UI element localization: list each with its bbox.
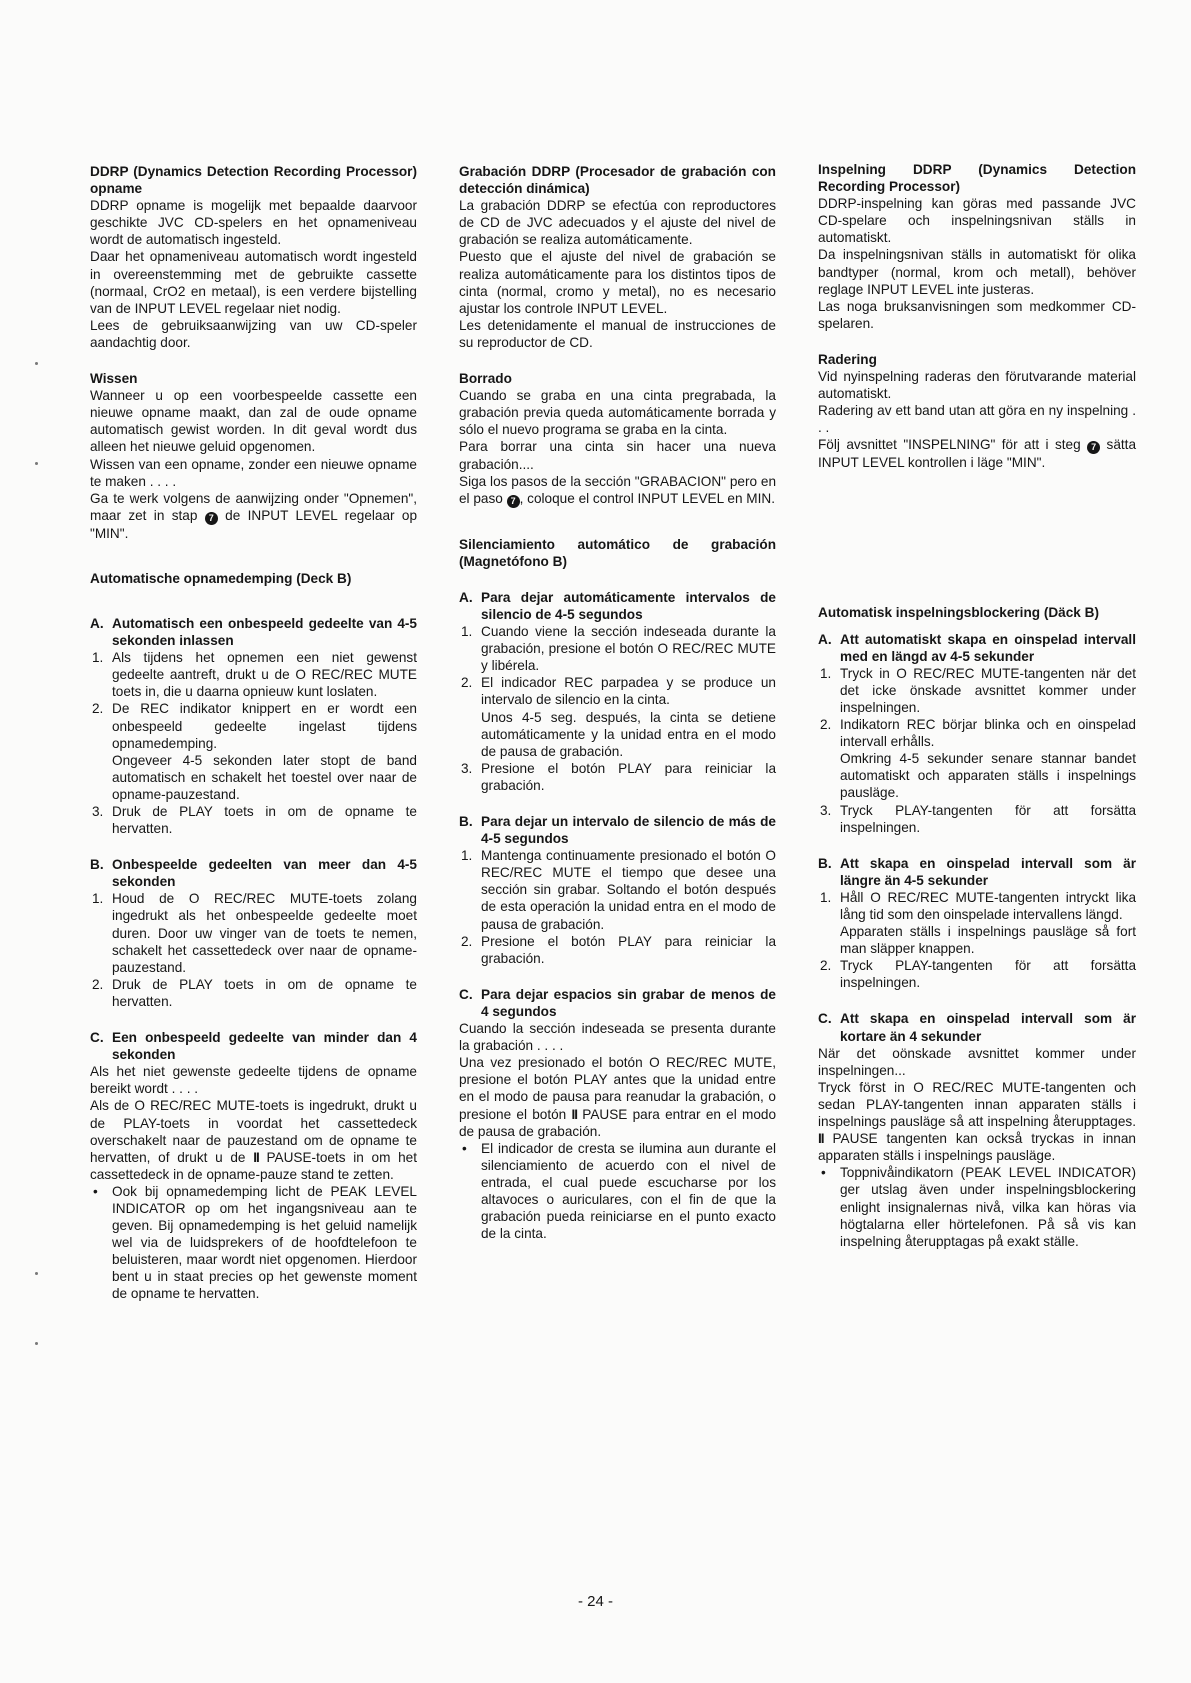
- ddrp-paragraph: La grabación DDRP se efectúa con reproductores de CD de JVC adecuados y el ajuste del nivel de grabación se realiza automáticamente.: [459, 198, 776, 248]
- ddrp-paragraph: Les detenidamente el manual de instrucciones de su reproductor de CD.: [459, 317, 776, 350]
- scan-mark: [35, 362, 38, 365]
- paragraph: Tryck först in O REC/REC MUTE-tangenten och sedan PLAY-tangenten innan apparaten ställs i inspelnings pausläge så att inspelning återupptages. II PAUSE tangenten kan också tryckas in innan apparaten ställs i inspelnings pausläge.: [818, 1079, 1136, 1164]
- list-item: 1. Mantenga continuamente presionado el botón O REC/REC MUTE el tiempo que desee una sección sin grabar. Soltando el botón después de esta operación la unidad entra en el modo de pausa de grabación.: [461, 848, 776, 932]
- list-item: • Ook bij opnamedemping licht de PEAK LEVEL INDICATOR op om het ingangsniveau aan te geven. Bij opnamedemping is het geluid namelijk wel via de luidsprekers of de hoofdtelefoon te beluisteren, maar wordt niet opgenomen. Hierdoor bent u in staat precies op het gewenste moment de opname te hervatten.: [90, 1183, 417, 1303]
- pause-icon: II: [818, 1131, 824, 1147]
- erase-heading: Borrado: [459, 371, 512, 387]
- step-number-icon: 7: [205, 512, 218, 525]
- ddrp-heading: DDRP (Dynamics Detection Recording Processor) opname: [90, 164, 417, 197]
- paragraph: Una vez presionado el botón O REC/REC MUTE, presione el botón PLAY antes que la unidad entre en el modo de pausa para reanudar la grabación, o presione el botón II PAUSE para entrar en el modo de pausa de grabación.: [459, 1055, 777, 1139]
- column-swedish: [818, 161, 1136, 1250]
- subsection-c-heading: C. Para dejar espacios sin grabar de menos de 4 segundos: [459, 986, 776, 1019]
- erase-paragraph: Wanneer u op een voorbespeelde cassette een nieuwe opname maakt, dan zal de oude opname automatisch gewist worden. In dit geval wordt dus alleen het nieuwe geluid opgenomen.: [90, 388, 417, 455]
- list-item: 2. Druk de PLAY toets in om de opname te hervatten.: [92, 976, 417, 1009]
- subsection-b-heading: B. Onbespeelde gedeelten van meer dan 4-5 sekonden: [90, 857, 417, 890]
- auto-mute-heading: Automatisk inspelningsblockering (Däck B): [818, 604, 1099, 620]
- scan-mark: [35, 1272, 38, 1275]
- list-item: 2. El indicador REC parpadea y se produce un intervalo de silencio en la cinta. Unos 4-5 seg. después, la cinta se detiene automáticamente y la unidad entra en el modo de pausa de grabación.: [461, 675, 776, 759]
- scan-mark: [35, 1342, 38, 1345]
- ddrp-paragraph: Puesto que el ajuste del nivel de grabación se realiza automáticamente para los distintos tipos de cinta (normal, cromo y metal), no es necesario ajustar los controle INPUT LEVEL.: [459, 249, 776, 316]
- erase-paragraph: Följ avsnittet "INSPELNING" för att i steg 7 sätta INPUT LEVEL kontrollen i läge "MIN".: [818, 437, 1137, 471]
- erase-paragraph: Wissen van een opname, zonder een nieuwe opname te maken . . . .: [90, 456, 417, 489]
- ddrp-paragraph: Las noga bruksanvisningen som medkommer CD-spelaren.: [818, 298, 1136, 331]
- page-number: - 24 -: [577, 1593, 613, 1610]
- note-list: [818, 1164, 1136, 1249]
- list-item: 1. Als tijdens het opnemen een niet gewenst gedeelte aantreft, drukt u de O REC/REC MUTE toets in, die u daarna opnieuw kunt loslaten.: [92, 650, 417, 700]
- list-item: • Toppnivåindikatorn (PEAK LEVEL INDICATOR) ger utslag även under inspelningsblockering enlight insignalernas nivå, vilka kan höras via högtalarna eller hörtelefonen. På så vis kan inspelning återupptagas på exakt ställe.: [818, 1164, 1136, 1249]
- list-item: 2. De REC indikator knippert en er wordt een onbespeeld gedeelte ingelast tijdens opnamedemping. Ongeveer 4-5 sekonden later stopt de band automatisch en schakelt het toestel over naar de opname-pauzestand.: [92, 701, 417, 802]
- erase-paragraph: Siga los pasos de la sección "GRABACION" pero en el paso 7 , coloque el control INPUT LEVEL en MIN.: [459, 473, 776, 506]
- list-item: 3. Tryck PLAY-tangenten för att forsätta inspelningen.: [820, 802, 1136, 835]
- list-item: 1. Cuando viene la sección indeseada durante la grabación, presione el botón O REC/REC MUTE y libérela.: [461, 624, 776, 674]
- erase-paragraph: Para borrar una cinta sin hacer una nueva grabación....: [459, 439, 776, 472]
- note-list: [459, 1140, 776, 1243]
- steps-list: [459, 847, 776, 967]
- auto-mute-heading: Automatische opnamedemping (Deck B): [90, 570, 352, 586]
- subsection-c-heading: C. Een onbespeeld gedeelte van minder dan 4 sekonden: [90, 1030, 417, 1063]
- list-item: 1. Tryck in O REC/REC MUTE-tangenten när det det icke önskade avsnittet kommer under inspelningen.: [820, 665, 1136, 715]
- paragraph: Cuando la sección indeseada se presenta durante la grabación . . . .: [459, 1021, 776, 1054]
- subsection-b-heading: B. Att skapa en oinspelad intervall som är längre än 4-5 sekunder: [818, 855, 1136, 888]
- list-item: 1. Håll O REC/REC MUTE-tangenten intryckt lika lång tid som den oinspelade intervallens längd. Apparaten ställs i inspelnings pausläge så fort man släpper knappen.: [820, 889, 1136, 957]
- pause-icon: II: [571, 1106, 578, 1122]
- paragraph: Als de O REC/REC MUTE-toets is ingedrukt, drukt u de PLAY-toets in voordat het cassettedeck overschakelt naar de pauzestand om de opname te hervatten, of drukt u de II PAUSE-toets in om het cassettedeck in de opname-pauze stand te zetten.: [90, 1098, 417, 1182]
- ddrp-heading: Inspelning DDRP (Dynamics Detection Recording Processor): [818, 162, 1136, 195]
- subsection-c-heading: C. Att skapa en oinspelad intervall som är kortare än 4 sekunder: [818, 1011, 1136, 1044]
- step-number-icon: 7: [507, 495, 520, 508]
- auto-mute-heading: Silenciamiento automático de grabación (Magnetófono B): [459, 536, 776, 569]
- list-item: • El indicador de cresta se ilumina aun durante el silenciamiento de acuerdo con el nivel de entrada, el cual puede escucharse por los altavoces o auriculares, con el fin de que la grabación pueda reiniciarse en el punto exacto de la cinta.: [459, 1140, 776, 1243]
- ddrp-paragraph: Lees de gebruiksaanwijzing van uw CD-speler aandachtig door.: [90, 317, 417, 350]
- ddrp-paragraph: DDRP-inspelning kan göras med passande JVC CD-spelare och inspelningsnivan ställs in automatiskt.: [818, 196, 1136, 246]
- column-dutch: [90, 163, 417, 1303]
- ddrp-heading: Grabación DDRP (Procesador de grabación con detección dinámica): [459, 164, 776, 197]
- steps-list: [818, 889, 1136, 992]
- erase-paragraph: Ga te werk volgens de aanwijzing onder "Opnemen", maar zet in stap 7 de INPUT LEVEL regelaar op "MIN".: [90, 490, 418, 541]
- step-number-icon: 7: [1087, 441, 1100, 454]
- list-item: 3. Druk de PLAY toets in om de opname te hervatten.: [92, 804, 417, 837]
- subsection-a-heading: A. Att automatiskt skapa en oinspelad intervall med en längd av 4-5 sekunder: [818, 631, 1136, 664]
- steps-list: [459, 623, 776, 794]
- note-list: [90, 1183, 417, 1303]
- erase-heading: Wissen: [90, 371, 138, 387]
- erase-paragraph: Cuando se graba en una cinta pregrabada, la grabación previa queda automáticamente borrada y sólo el nuevo programa se graba en la cinta.: [459, 388, 776, 438]
- erase-paragraph: Radering av ett band utan att göra en ny inspelning . . .: [818, 403, 1136, 436]
- steps-list: [90, 890, 417, 1010]
- ddrp-paragraph: Da inspelningsnivan ställs in automatiskt för olika bandtyper (normal, krom och metall), behöver reglage INPUT LEVEL inte justeras.: [818, 247, 1136, 297]
- list-item: 2. Presione el botón PLAY para reiniciar la grabación.: [461, 933, 776, 966]
- pause-icon: II: [253, 1149, 259, 1165]
- column-spanish: [459, 163, 776, 1242]
- list-item: 2. Tryck PLAY-tangenten för att forsätta inspelningen.: [820, 958, 1136, 991]
- erase-heading: Radering: [818, 351, 877, 367]
- erase-paragraph: Vid nyinspelning raderas den förutvarande material automatiskt.: [818, 369, 1136, 402]
- list-item: 3. Presione el botón PLAY para reiniciar la grabación.: [461, 760, 776, 793]
- list-item: 1. Houd de O REC/REC MUTE-toets zolang ingedrukt als het onbespeelde gedeelte moet duren. Door uw vinger van de toets te nemen, schakelt het cassettedeck over naar de opname-pauzestand.: [92, 891, 417, 975]
- ddrp-paragraph: Daar het opnameniveau automatisch wordt ingesteld in overeenstemming met de gebruikte cassette (normaal, CrO2 en metaal), is een verdere bijstelling van de INPUT LEVEL regelaar niet nodig.: [90, 249, 417, 316]
- list-item: 2. Indikatorn REC börjar blinka och en oinspelad intervall erhålls. Omkring 4-5 sekunder senare stannar bandet automatiskt och apparaten ställs i inspelnings pausläge.: [820, 717, 1136, 801]
- ddrp-paragraph: DDRP opname is mogelijk met bepaalde daarvoor geschikte JVC CD-spelers en het opnameniveau wordt de automatisch ingesteld.: [90, 198, 417, 248]
- scan-mark: [35, 462, 38, 465]
- subsection-a-heading: A. Para dejar automáticamente intervalos de silencio de 4-5 segundos: [459, 589, 776, 622]
- subsection-b-heading: B. Para dejar un intervalo de silencio de más de 4-5 segundos: [459, 814, 776, 847]
- paragraph: När det oönskade avsnittet kommer under inspelningen...: [818, 1045, 1136, 1078]
- paragraph: Als het niet gewenste gedeelte tijdens de opname bereikt wordt . . . .: [90, 1064, 417, 1097]
- steps-list: [818, 665, 1136, 836]
- steps-list: [90, 649, 417, 837]
- subsection-a-heading: A. Automatisch een onbespeeld gedeelte van 4-5 sekonden inlassen: [90, 615, 417, 649]
